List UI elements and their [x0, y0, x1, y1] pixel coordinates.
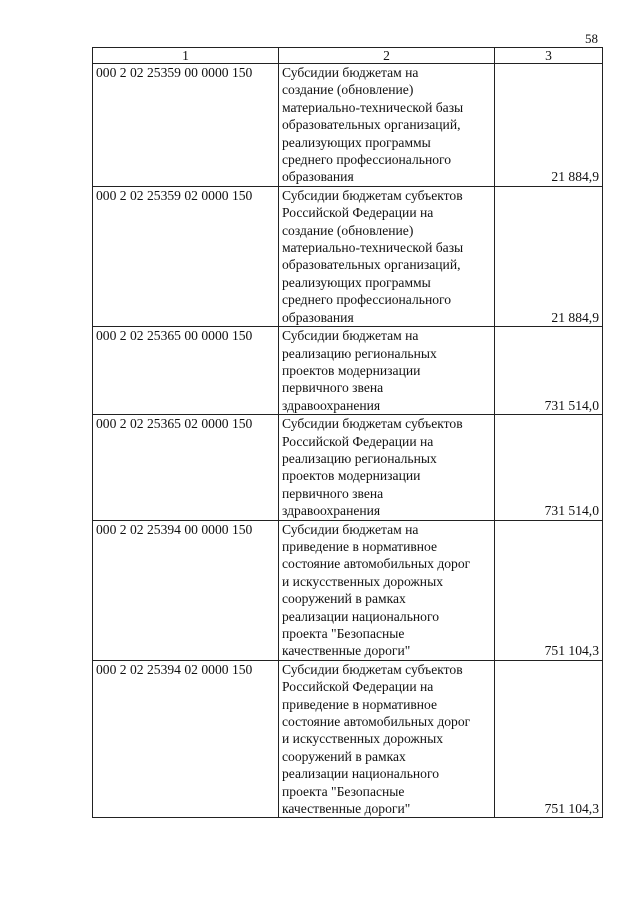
budget-table: [92, 47, 603, 818]
revenue-name-line: сооружений в рамках: [282, 748, 406, 764]
revenue-name-line: реализующих программы: [282, 134, 431, 150]
revenue-name-line: реализацию региональных: [282, 345, 437, 361]
table-row: [93, 186, 603, 326]
table-row: [93, 415, 603, 520]
revenue-name-line: приведение в нормативное: [282, 696, 438, 712]
revenue-name-line: Российской Федерации на: [282, 205, 434, 221]
table-row: [93, 327, 603, 415]
table-row: [93, 520, 603, 660]
revenue-name-line: образовательных организаций,: [282, 117, 461, 133]
revenue-name-line: материально-технической базы: [282, 240, 464, 256]
revenue-name-line: и искусственных дорожных: [282, 731, 444, 747]
revenue-name-line: реализации национального: [282, 608, 440, 624]
table-row: [93, 660, 603, 818]
amount: 731 514,0: [495, 415, 603, 520]
table-body: [93, 64, 603, 818]
revenue-name-line: качественные дороги": [282, 643, 411, 659]
header-row: [93, 48, 603, 64]
revenue-name-line: реализацию региональных: [282, 450, 437, 466]
revenue-name-line: реализующих программы: [282, 274, 431, 290]
revenue-name-line: реализации национального: [282, 766, 440, 782]
revenue-name-line: Субсидии бюджетам на: [282, 65, 419, 80]
revenue-name: [279, 327, 495, 415]
header-col-1: 1: [93, 48, 279, 64]
revenue-name-line: сооружений в рамках: [282, 591, 406, 607]
amount: 21 884,9: [495, 64, 603, 187]
revenue-name-line: среднего профессионального: [282, 152, 452, 168]
revenue-name-line: Субсидии бюджетам на: [282, 521, 419, 537]
revenue-name-line: образовательных организаций,: [282, 257, 461, 273]
classification-code: 000 2 02 25394 02 0000 150: [93, 660, 279, 818]
revenue-name-line: приведение в нормативное: [282, 538, 438, 554]
revenue-name-line: создание (обновление): [282, 222, 414, 238]
revenue-name: [279, 186, 495, 326]
revenue-name-line: Субсидии бюджетам субъектов: [282, 187, 463, 203]
table-row: [93, 64, 603, 187]
revenue-name-line: состояние автомобильных дорог: [282, 556, 471, 572]
revenue-name-line: состояние автомобильных дорог: [282, 714, 471, 730]
revenue-name-line: Российской Федерации на: [282, 679, 434, 695]
revenue-name-line: Российской Федерации на: [282, 433, 434, 449]
revenue-name-line: Субсидии бюджетам субъектов: [282, 661, 463, 677]
revenue-name-line: образования: [282, 309, 354, 325]
classification-code: 000 2 02 25394 00 0000 150: [93, 520, 279, 660]
classification-code: 000 2 02 25365 00 0000 150: [93, 327, 279, 415]
revenue-name-line: среднего профессионального: [282, 292, 452, 308]
revenue-name-line: материально-технической базы: [282, 99, 464, 115]
amount: 731 514,0: [495, 327, 603, 415]
revenue-name-line: качественные дороги": [282, 801, 411, 817]
amount: 751 104,3: [495, 520, 603, 660]
classification-code: 000 2 02 25359 00 0000 150: [93, 64, 279, 187]
revenue-name-line: создание (обновление): [282, 82, 414, 98]
revenue-name-line: проекта "Безопасные: [282, 626, 405, 641]
amount: 21 884,9: [495, 186, 603, 326]
revenue-name-line: проекта "Безопасные: [282, 783, 405, 799]
revenue-name-line: проектов модернизации: [282, 468, 421, 484]
revenue-name-line: первичного звена: [282, 380, 384, 396]
revenue-name-line: и искусственных дорожных: [282, 573, 444, 589]
table-header: [93, 48, 603, 64]
header-col-2: 2: [279, 48, 495, 64]
page-number: 58: [585, 31, 598, 46]
revenue-name: [279, 64, 495, 187]
header-col-3: 3: [495, 48, 603, 64]
revenue-name: [279, 415, 495, 520]
revenue-name-line: первичного звена: [282, 485, 384, 501]
revenue-name: [279, 520, 495, 660]
classification-code: 000 2 02 25359 02 0000 150: [93, 186, 279, 326]
revenue-name-line: Субсидии бюджетам на: [282, 328, 419, 344]
amount: 751 104,3: [495, 660, 603, 818]
classification-code: 000 2 02 25365 02 0000 150: [93, 415, 279, 520]
revenue-name-line: проектов модернизации: [282, 362, 421, 378]
revenue-name-line: здравоохранения: [282, 397, 381, 413]
revenue-name-line: здравоохранения: [282, 503, 381, 519]
revenue-name-line: образования: [282, 169, 354, 185]
revenue-name-line: Субсидии бюджетам субъектов: [282, 416, 463, 432]
revenue-name: [279, 660, 495, 818]
